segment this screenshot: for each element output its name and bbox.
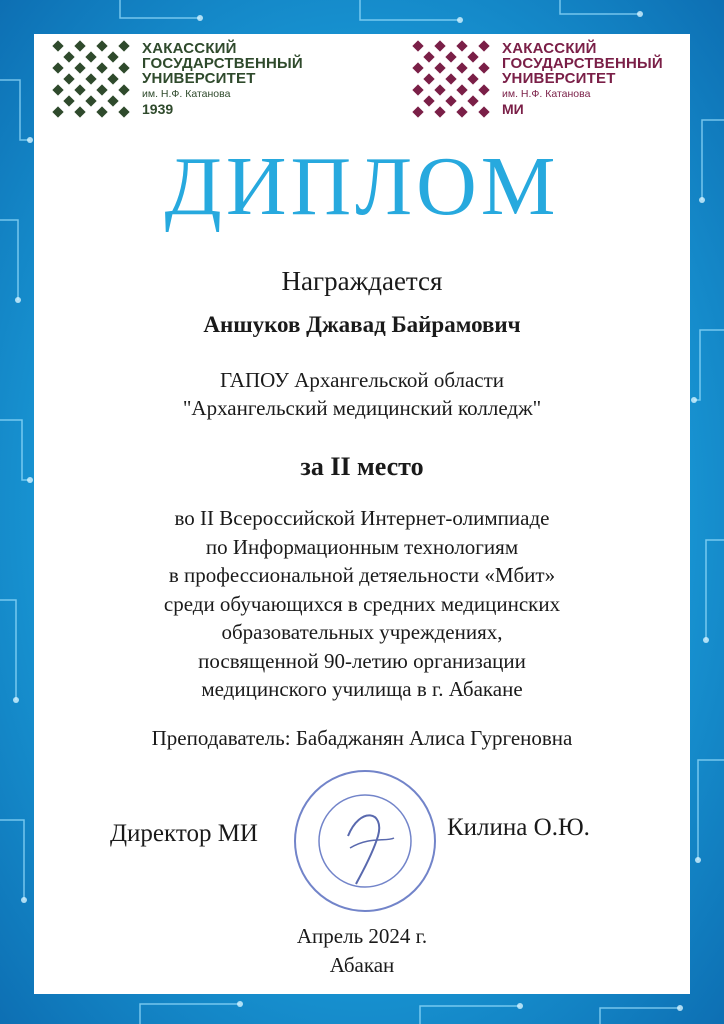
logo-left-line1: ХАКАССКИЙ xyxy=(142,40,237,57)
logo-diamond xyxy=(118,84,129,95)
logo-left-line2: ГОСУДАРСТВЕННЫЙ xyxy=(142,55,303,72)
logo-diamond xyxy=(423,73,434,84)
description-line: образовательных учреждениях, xyxy=(221,620,503,644)
logo-diamond xyxy=(63,51,74,62)
issue-city: Абакан xyxy=(329,953,395,977)
logo-diamond xyxy=(52,106,63,117)
logo-diamond xyxy=(74,106,85,117)
recipient-name: Аншуков Джавад Байрамович xyxy=(203,312,521,337)
logo-diamond xyxy=(423,95,434,106)
logo-right-line2: ГОСУДАРСТВЕННЫЙ xyxy=(502,55,663,72)
director-name: Килина О.Ю. xyxy=(447,814,590,841)
diamond-grid-icon xyxy=(412,40,492,120)
logo-right-subline: им. Н.Ф. Катанова xyxy=(502,88,591,100)
logo-diamond xyxy=(85,51,96,62)
logo-left-subline: им. Н.Ф. Катанова xyxy=(142,88,231,100)
logo-diamond xyxy=(478,84,489,95)
awarded-label: Награждается xyxy=(281,266,443,296)
logo-diamond xyxy=(412,62,423,73)
description-line: во II Всероссийской Интернет-олимпиаде xyxy=(174,506,550,530)
logo-diamond xyxy=(478,106,489,117)
logo-diamond xyxy=(107,73,118,84)
logo-diamond xyxy=(467,73,478,84)
logo-diamond xyxy=(434,84,445,95)
competition-description xyxy=(0,504,724,704)
logo-diamond xyxy=(456,84,467,95)
logo-diamond xyxy=(434,106,445,117)
description-line: среди обучающихся в средних медицинских xyxy=(163,591,561,616)
director-label: Директор МИ xyxy=(110,820,258,847)
logo-diamond xyxy=(85,73,96,84)
logo-diamond xyxy=(467,51,478,62)
logo-diamond xyxy=(423,51,434,62)
logo-diamond xyxy=(412,106,423,117)
logo-diamond xyxy=(445,95,456,106)
logo-left-year: 1939 xyxy=(142,100,174,117)
logo-diamond xyxy=(52,40,63,51)
organization-line-2: "Архангельский медицинский колледж" xyxy=(182,396,542,420)
description-line: по Информационным технологиям xyxy=(205,534,519,559)
logo-diamond xyxy=(118,106,129,117)
logo-diamond xyxy=(118,62,129,73)
logo-diamond xyxy=(96,106,107,117)
logo-diamond xyxy=(63,95,74,106)
university-logo-left xyxy=(52,40,303,120)
logo-diamond xyxy=(412,40,423,51)
diamond-grid-icon xyxy=(52,40,132,120)
logo-diamond xyxy=(96,62,107,73)
logo-diamond xyxy=(74,40,85,51)
logo-diamond xyxy=(96,40,107,51)
logo-diamond xyxy=(118,40,129,51)
university-logo-right xyxy=(412,40,663,120)
logo-diamond xyxy=(85,95,96,106)
logo-diamond xyxy=(467,95,478,106)
logo-right-line1: ХАКАССКИЙ xyxy=(502,40,597,57)
description-line: в профессиональной детяельности «Мбит» xyxy=(168,563,556,587)
diploma-title: ДИПЛОМ xyxy=(164,140,560,233)
logo-diamond xyxy=(456,106,467,117)
logo-diamond xyxy=(456,62,467,73)
organization-line-1: ГАПОУ Архангельской области xyxy=(219,368,505,392)
official-stamp xyxy=(290,766,440,916)
logo-diamond xyxy=(107,95,118,106)
logo-diamond xyxy=(107,51,118,62)
description-line: посвященной 90-летию организации xyxy=(198,648,526,673)
logo-diamond xyxy=(412,84,423,95)
issue-date: Апрель 2024 г. xyxy=(296,924,428,948)
logo-right-line3: УНИВЕРСИТЕТ xyxy=(502,70,616,87)
logo-diamond xyxy=(63,73,74,84)
logo-diamond xyxy=(74,84,85,95)
logo-diamond xyxy=(456,40,467,51)
logo-diamond xyxy=(445,51,456,62)
logo-diamond xyxy=(445,73,456,84)
logo-diamond xyxy=(74,62,85,73)
logo-diamond xyxy=(434,62,445,73)
logo-diamond xyxy=(52,84,63,95)
logo-right-institute: МИ xyxy=(502,100,524,117)
teacher-line: Преподаватель: Бабаджанян Алиса Гургеновна xyxy=(151,726,573,750)
logo-diamond xyxy=(478,62,489,73)
logo-left-line3: УНИВЕРСИТЕТ xyxy=(142,70,256,87)
place-award: за II место xyxy=(300,452,424,481)
logo-diamond xyxy=(96,84,107,95)
description-line: медицинского училища в г. Абакане xyxy=(201,677,523,701)
logo-diamond xyxy=(52,62,63,73)
logo-diamond xyxy=(434,40,445,51)
logo-diamond xyxy=(478,40,489,51)
